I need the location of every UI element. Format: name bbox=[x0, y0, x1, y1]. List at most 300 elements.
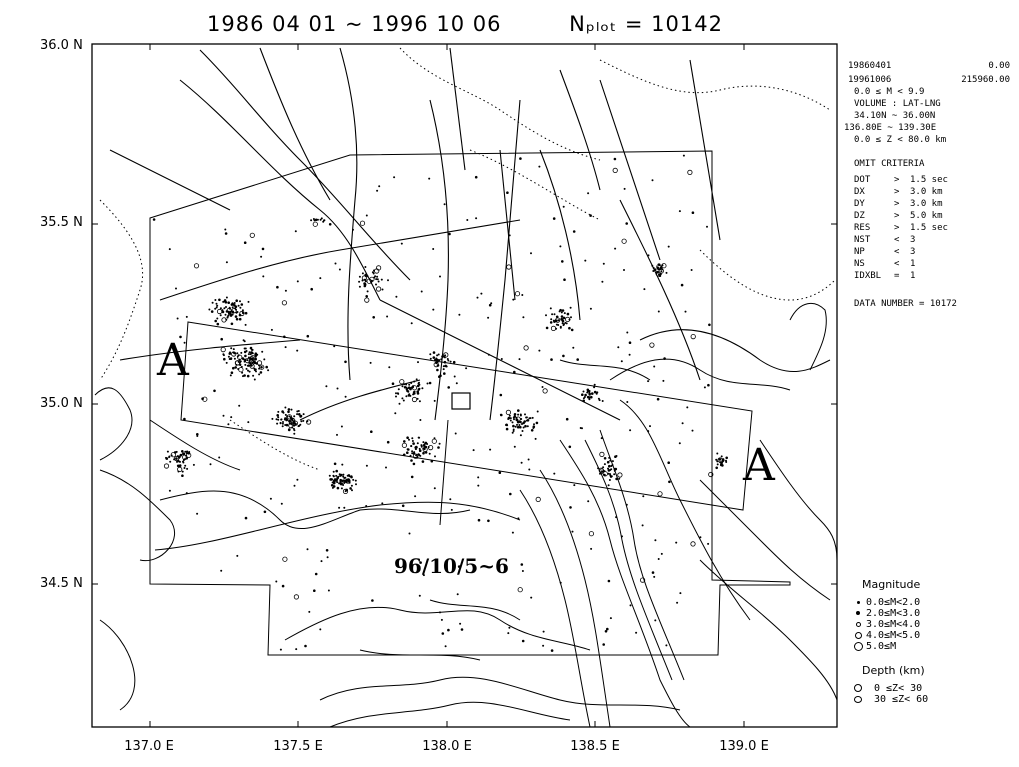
quake-dot bbox=[248, 353, 250, 355]
quake-dot bbox=[527, 419, 530, 422]
contour-line bbox=[160, 491, 470, 529]
quake-dot bbox=[488, 354, 490, 356]
quake-dot bbox=[262, 275, 264, 277]
quake-dot bbox=[412, 442, 415, 445]
quake-dot bbox=[521, 563, 524, 566]
quake-dot bbox=[675, 542, 677, 544]
quake-dot bbox=[293, 425, 295, 427]
quake-dot bbox=[443, 372, 446, 375]
quake-dot bbox=[561, 315, 564, 318]
quake-dot bbox=[537, 411, 539, 413]
quake-dot bbox=[437, 364, 440, 367]
quake-dot bbox=[227, 301, 230, 304]
quake-dot bbox=[247, 421, 249, 423]
quake-dot bbox=[602, 466, 604, 468]
quake-dot bbox=[211, 310, 214, 313]
quake-dot bbox=[375, 278, 377, 280]
quake-dot bbox=[614, 248, 616, 250]
quake-dot bbox=[717, 463, 719, 465]
quake-dot bbox=[594, 384, 596, 386]
quake-dot bbox=[707, 384, 710, 387]
quake-dot bbox=[307, 548, 309, 550]
quake-dot bbox=[169, 248, 171, 250]
quake-dot bbox=[501, 358, 503, 360]
quake-dot bbox=[218, 299, 221, 302]
quake-dot bbox=[556, 316, 559, 319]
quake-dot bbox=[591, 392, 594, 395]
quake-dot bbox=[411, 322, 413, 324]
quake-dot bbox=[489, 304, 492, 307]
quake-dot bbox=[262, 248, 265, 251]
quake-dot bbox=[412, 440, 414, 442]
quake-dot bbox=[280, 419, 282, 421]
quake-dot bbox=[653, 366, 655, 368]
quake-dot bbox=[421, 291, 423, 293]
quake-dot bbox=[238, 354, 240, 356]
quake-dot bbox=[387, 441, 390, 444]
lon-label-138-5: 138.5 E bbox=[570, 739, 620, 754]
quake-dot bbox=[218, 457, 220, 459]
quake-dot bbox=[313, 218, 315, 220]
quake-dot bbox=[531, 429, 534, 432]
quake-dot bbox=[252, 362, 254, 364]
quake-dot bbox=[584, 394, 587, 397]
quake-dot bbox=[512, 421, 514, 423]
quake-dot bbox=[455, 433, 457, 435]
quake-dot bbox=[344, 361, 347, 364]
quake-dot bbox=[281, 410, 284, 413]
quake-dot bbox=[434, 455, 436, 457]
quake-dot bbox=[240, 352, 242, 354]
quake-dot bbox=[520, 418, 522, 420]
quake-dot bbox=[608, 580, 611, 583]
quake-dot bbox=[176, 461, 178, 463]
quake-dot bbox=[186, 452, 188, 454]
section-end-label: A bbox=[743, 440, 775, 491]
quake-dot bbox=[223, 307, 225, 309]
quake-dot bbox=[406, 387, 408, 389]
quake-dot bbox=[335, 475, 337, 477]
quake-dot bbox=[267, 369, 269, 371]
quake-dot bbox=[296, 479, 298, 481]
quake-dot bbox=[236, 318, 239, 321]
quake-dot bbox=[629, 341, 632, 344]
quake-dot bbox=[249, 351, 251, 353]
quake-dot bbox=[260, 366, 263, 369]
quake-dot bbox=[692, 211, 695, 214]
quake-dot bbox=[381, 502, 383, 504]
magnitude-symbol-icon bbox=[855, 632, 862, 639]
fault-line bbox=[600, 80, 660, 260]
fault-line bbox=[500, 150, 515, 300]
quake-dot bbox=[283, 557, 287, 561]
quake-dot bbox=[723, 459, 725, 461]
quake-dot bbox=[656, 271, 658, 273]
quake-dot bbox=[333, 485, 336, 488]
quake-dot bbox=[242, 309, 244, 311]
quake-dot bbox=[597, 467, 599, 469]
quake-dot bbox=[328, 590, 330, 592]
quake-dot bbox=[530, 252, 532, 254]
quake-dot bbox=[186, 468, 188, 470]
quake-dot bbox=[265, 366, 268, 369]
quake-dot bbox=[419, 388, 421, 390]
quake-dot bbox=[341, 487, 343, 489]
quake-dot bbox=[402, 505, 405, 508]
quake-dot bbox=[302, 420, 304, 422]
end-row bbox=[844, 74, 1016, 86]
quake-dot bbox=[395, 396, 397, 398]
quake-dot bbox=[358, 281, 360, 283]
quake-dot bbox=[232, 306, 234, 308]
quake-dot bbox=[517, 414, 519, 416]
quake-dot bbox=[373, 273, 375, 275]
quake-dot bbox=[535, 438, 537, 440]
quake-dot bbox=[615, 468, 618, 471]
quake-dot bbox=[196, 433, 199, 436]
quake-dot bbox=[524, 425, 527, 428]
fault-line bbox=[110, 150, 230, 210]
quake-dot bbox=[234, 302, 236, 304]
quake-dot bbox=[417, 361, 419, 363]
magnitude-legend-item: 4.0≤M<5.0 bbox=[852, 630, 1012, 641]
quake-dot bbox=[263, 358, 265, 360]
quake-dot bbox=[217, 309, 221, 313]
quake-dot bbox=[405, 395, 407, 397]
magnitude-legend-item: 3.0≤M<4.0 bbox=[852, 619, 1012, 630]
quake-dot bbox=[294, 485, 296, 487]
quake-dot bbox=[229, 352, 232, 355]
quake-dot bbox=[654, 619, 656, 621]
quake-dot bbox=[370, 282, 372, 284]
quake-dot bbox=[214, 320, 217, 323]
quake-dot bbox=[533, 423, 535, 425]
quake-dot bbox=[584, 396, 586, 398]
quake-dot bbox=[406, 451, 409, 454]
quake-dot bbox=[570, 316, 572, 318]
quake-dot bbox=[419, 455, 421, 457]
quake-dot bbox=[420, 444, 422, 446]
map-frame bbox=[92, 44, 837, 727]
quake-dot bbox=[512, 432, 514, 434]
quake-dot bbox=[341, 426, 343, 428]
quake-dot bbox=[239, 359, 241, 361]
quake-dot bbox=[376, 276, 378, 278]
prefecture-boundary bbox=[100, 200, 143, 380]
quake-dot bbox=[606, 628, 609, 631]
quake-dot bbox=[351, 489, 353, 491]
quake-dot bbox=[174, 451, 177, 454]
quake-dot bbox=[340, 481, 342, 483]
contour-line bbox=[155, 502, 520, 550]
quake-dot bbox=[321, 217, 323, 219]
quake-dot bbox=[414, 495, 416, 497]
topography-contours bbox=[95, 303, 837, 727]
contour-line bbox=[430, 600, 520, 620]
quake-dot bbox=[704, 386, 706, 388]
quake-dot bbox=[459, 623, 461, 625]
quake-dot bbox=[518, 588, 522, 592]
quake-dot bbox=[295, 230, 297, 232]
quake-dot bbox=[615, 516, 617, 518]
fault-line bbox=[160, 220, 520, 300]
quake-dot bbox=[375, 284, 377, 286]
quake-dot bbox=[600, 452, 604, 456]
quake-dot bbox=[538, 350, 540, 352]
quake-dot bbox=[665, 644, 667, 646]
quake-dot bbox=[250, 233, 254, 237]
quake-dot bbox=[626, 401, 628, 403]
contour-line bbox=[285, 607, 590, 650]
quake-dot bbox=[543, 631, 545, 633]
quake-dot bbox=[400, 380, 404, 384]
quake-dot bbox=[542, 645, 544, 647]
contour-line bbox=[790, 303, 826, 370]
omit-criterion-dy: DY > 3.0 km bbox=[854, 199, 943, 209]
date-range: 1986 04 01 ~ 1996 10 06 bbox=[207, 12, 502, 36]
quake-dot bbox=[304, 645, 307, 648]
quake-dot bbox=[220, 570, 222, 572]
omit-criterion-dot: DOT > 1.5 sec bbox=[854, 175, 948, 185]
quake-dot bbox=[659, 274, 662, 277]
quake-dot bbox=[395, 296, 397, 298]
quake-dot bbox=[345, 396, 347, 398]
quake-dot bbox=[410, 445, 412, 447]
quake-dot bbox=[523, 427, 525, 429]
quake-dot bbox=[652, 179, 654, 181]
quake-dot bbox=[626, 332, 628, 334]
quake-dot bbox=[454, 376, 456, 378]
quake-dot bbox=[417, 392, 420, 395]
quake-dot bbox=[364, 266, 366, 268]
quake-dot bbox=[536, 497, 540, 501]
quake-dot bbox=[364, 274, 367, 277]
quake-dot bbox=[212, 302, 214, 304]
lat-label-34-5: 34.5 N bbox=[40, 576, 83, 591]
quake-dot bbox=[618, 473, 622, 477]
section-start-label: A bbox=[157, 335, 189, 386]
quake-dot bbox=[406, 436, 409, 439]
quake-dot bbox=[721, 455, 723, 457]
quake-dot bbox=[410, 459, 413, 462]
quake-dot bbox=[691, 542, 695, 546]
quake-dot bbox=[238, 305, 240, 307]
quake-dot bbox=[475, 176, 478, 179]
quake-dot bbox=[519, 421, 522, 424]
quake-dot bbox=[629, 429, 631, 431]
quake-dot bbox=[241, 303, 244, 306]
quake-dot bbox=[618, 478, 620, 480]
quake-dot bbox=[567, 313, 570, 316]
quake-dot bbox=[411, 476, 414, 479]
quake-dot bbox=[252, 375, 254, 377]
quake-dot bbox=[506, 424, 508, 426]
fault-line bbox=[620, 200, 700, 380]
quake-dot bbox=[277, 411, 279, 413]
quake-dot bbox=[244, 364, 246, 366]
quake-dot bbox=[406, 390, 409, 393]
quake-dot bbox=[621, 360, 623, 362]
quake-dot bbox=[584, 260, 586, 262]
event-period-label: 96/10/5~6 bbox=[394, 554, 509, 578]
quake-dot bbox=[245, 324, 247, 326]
quake-dot bbox=[288, 415, 290, 417]
quake-dot bbox=[319, 628, 321, 630]
plot-count: Nₚₗₒₜ = 10142 bbox=[569, 12, 723, 36]
quake-dot bbox=[228, 356, 230, 358]
quake-dot bbox=[315, 573, 318, 576]
quake-dot bbox=[419, 449, 422, 452]
quake-dot bbox=[679, 592, 681, 594]
quake-dot bbox=[509, 234, 511, 236]
parameter-panel bbox=[844, 60, 1016, 310]
quake-dot bbox=[323, 219, 325, 221]
quake-dot bbox=[168, 456, 170, 458]
quake-dot bbox=[225, 306, 227, 308]
quake-dot bbox=[573, 484, 575, 486]
quake-dot bbox=[447, 386, 450, 389]
quake-dot bbox=[236, 312, 238, 314]
quake-dot bbox=[458, 314, 460, 316]
quake-dot bbox=[347, 479, 350, 482]
quake-dot bbox=[282, 585, 285, 588]
quake-dot bbox=[373, 270, 375, 272]
fault-line bbox=[560, 70, 600, 190]
quake-dot bbox=[676, 602, 678, 604]
quake-dot bbox=[435, 362, 438, 365]
quake-dot bbox=[371, 280, 373, 282]
quake-dot bbox=[193, 464, 195, 466]
omit-criterion-dz: DZ > 5.0 km bbox=[854, 211, 943, 221]
quake-dot bbox=[398, 388, 400, 390]
quake-dot bbox=[538, 166, 540, 168]
quake-dot bbox=[439, 611, 441, 613]
quake-dot bbox=[683, 155, 685, 157]
quake-dot bbox=[682, 422, 684, 424]
quake-dot bbox=[352, 479, 354, 481]
quake-dot bbox=[276, 418, 278, 420]
quake-dot bbox=[247, 375, 250, 378]
quake-dot bbox=[563, 278, 566, 281]
quake-dot bbox=[297, 280, 299, 282]
quake-dot bbox=[514, 446, 516, 448]
contour-line bbox=[700, 480, 830, 600]
quake-dot bbox=[407, 448, 410, 451]
quake-dot bbox=[587, 390, 590, 393]
quake-dot bbox=[355, 483, 357, 485]
quake-dot bbox=[385, 467, 387, 469]
quake-dot bbox=[252, 352, 254, 354]
quake-dot bbox=[429, 353, 431, 355]
contour-line bbox=[100, 470, 175, 561]
quake-dot bbox=[551, 326, 555, 330]
quake-dot bbox=[244, 241, 247, 244]
quake-dot bbox=[169, 461, 171, 463]
quake-dot bbox=[521, 462, 523, 464]
quake-dot bbox=[461, 628, 464, 631]
quake-dot bbox=[542, 386, 544, 388]
quake-dot bbox=[261, 351, 263, 353]
quake-dot bbox=[326, 549, 329, 552]
quake-dot bbox=[300, 420, 302, 422]
quake-dot bbox=[614, 158, 617, 161]
quake-dot bbox=[453, 361, 456, 364]
quake-dot bbox=[587, 500, 589, 502]
end-value: 215960.00 bbox=[961, 75, 1010, 85]
magnitude-legend-item: 5.0≤M bbox=[852, 641, 1012, 652]
prefecture-boundary bbox=[400, 48, 600, 160]
quake-dot bbox=[715, 459, 717, 461]
quake-dot bbox=[566, 418, 569, 421]
quake-dot bbox=[666, 272, 668, 274]
quake-dot bbox=[635, 632, 637, 634]
quake-dot bbox=[609, 460, 611, 462]
quake-dot bbox=[180, 454, 182, 456]
quake-dot bbox=[519, 358, 521, 360]
quake-dot bbox=[287, 411, 290, 414]
quake-dot bbox=[617, 346, 619, 348]
quake-dot bbox=[609, 473, 611, 475]
contour-line bbox=[560, 360, 650, 380]
quake-dot bbox=[285, 346, 287, 348]
quake-dot bbox=[276, 286, 279, 289]
quake-dot bbox=[688, 170, 692, 174]
quake-dot bbox=[550, 321, 553, 324]
quake-dot bbox=[436, 369, 439, 372]
quake-dot bbox=[624, 188, 626, 190]
quake-dot bbox=[329, 223, 332, 226]
quake-dot bbox=[333, 475, 335, 477]
quake-dot bbox=[360, 221, 364, 225]
quake-dot bbox=[581, 393, 584, 396]
quake-dot bbox=[182, 462, 184, 464]
quake-dot bbox=[169, 490, 171, 492]
data-number: DATA NUMBER = 10172 bbox=[854, 299, 957, 309]
quake-dot bbox=[526, 416, 528, 418]
quake-dot bbox=[393, 176, 395, 178]
quake-dot bbox=[235, 315, 238, 318]
quake-dot bbox=[560, 318, 563, 321]
quake-dot bbox=[587, 192, 589, 194]
quake-dot bbox=[607, 468, 609, 470]
quake-dot bbox=[590, 308, 592, 310]
quake-dot bbox=[613, 168, 617, 172]
quake-dot bbox=[647, 380, 649, 382]
quake-dot bbox=[237, 368, 239, 370]
quake-dot bbox=[281, 503, 283, 505]
quake-dot bbox=[581, 427, 583, 429]
quake-dot bbox=[231, 323, 234, 326]
contour-line bbox=[560, 440, 690, 727]
quake-dot bbox=[422, 441, 424, 443]
quake-dot bbox=[365, 505, 367, 507]
quake-dot bbox=[245, 312, 248, 315]
axis-ticks bbox=[92, 44, 837, 727]
quake-dot bbox=[500, 414, 502, 416]
quake-dot bbox=[227, 316, 229, 318]
quake-dot bbox=[401, 243, 403, 245]
quake-dot bbox=[277, 419, 279, 421]
quake-dot bbox=[643, 288, 645, 290]
quake-dot bbox=[432, 309, 434, 311]
quake-dot bbox=[622, 239, 626, 243]
quake-dot bbox=[559, 310, 561, 312]
quake-dot bbox=[500, 394, 503, 397]
quake-dot bbox=[222, 353, 224, 355]
quake-dot bbox=[572, 531, 574, 533]
quake-dot bbox=[507, 632, 509, 634]
quake-dot bbox=[335, 480, 337, 482]
